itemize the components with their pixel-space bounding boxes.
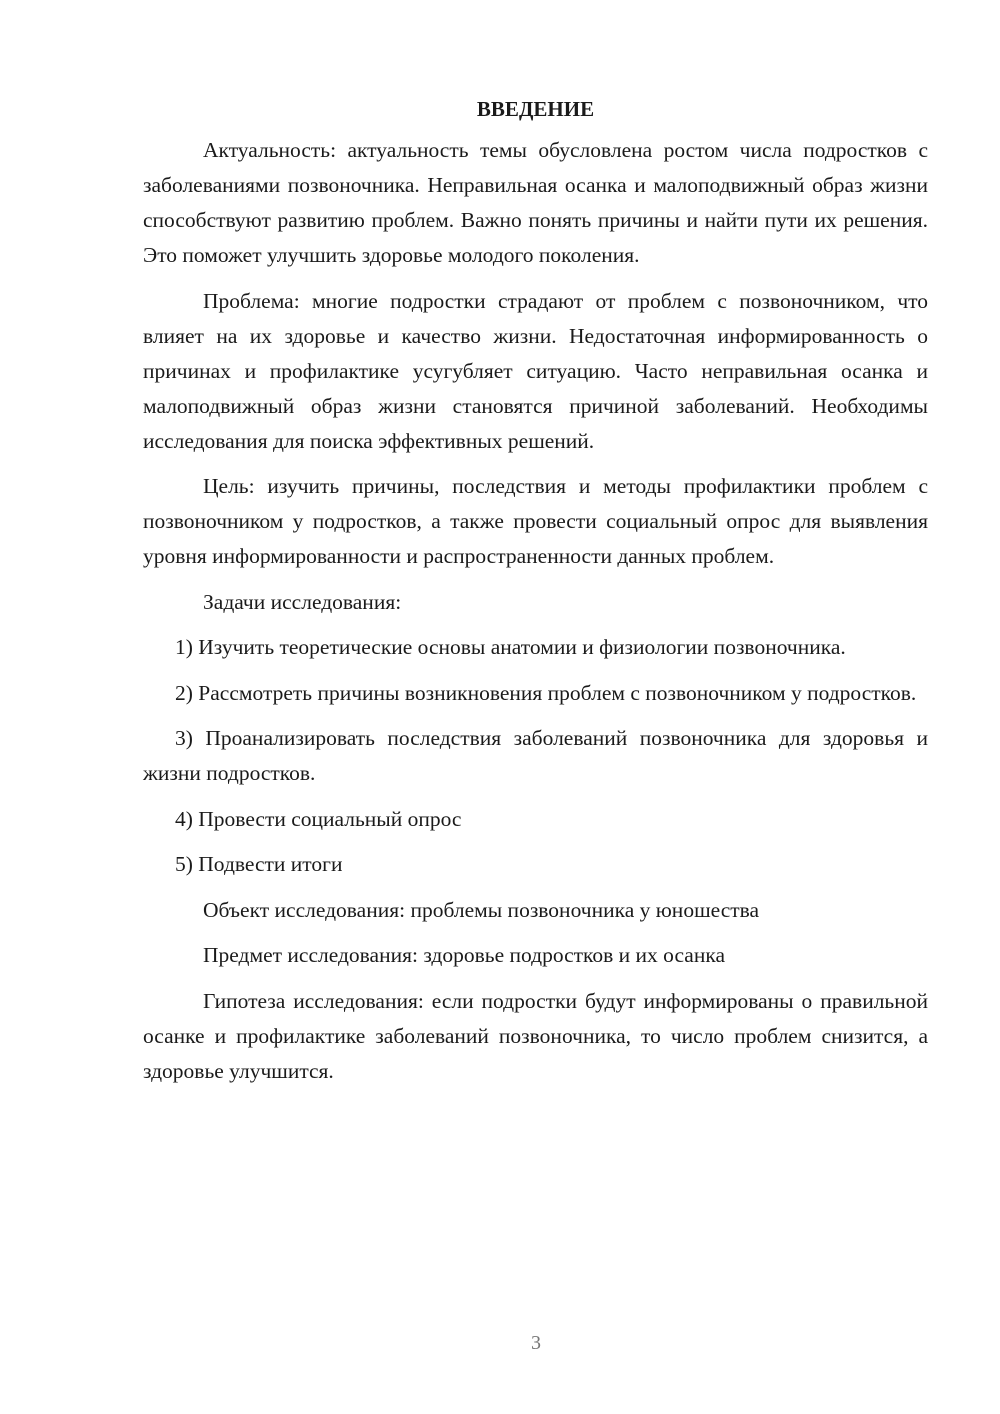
task-item: 2) Рассмотреть причины возникновения проблем с позвоночником у подростков.	[175, 680, 917, 705]
task-item: 3) Проанализировать последствия заболеваний позвоночника для здоровья и жизни подростков.	[143, 726, 928, 785]
tasks-heading: Задачи исследования:	[203, 589, 402, 614]
relevance-paragraph: Актуальность: актуальность темы обусловлена ростом числа подростков с заболеваниями позвоночника. Неправильная осанка и малоподвижный образ жизни способствуют развитию проблем. Важно понять причины и найти пути их решения. Это поможет улучшить здоровье молодого поколения.	[143, 138, 928, 267]
problem-paragraph: Проблема: многие подростки страдают от проблем с позвоночником, что влияет на их здоровье и качество жизни. Недостаточная информированность о причинах и профилактике усугубляет ситуацию. Часто неправильная осанка и малоподвижный образ жизни становятся причиной заболеваний. Необходимы исследования для поиска эффективных решений.	[143, 288, 928, 453]
section-title: ВВЕДЕНИЕ	[476, 97, 595, 121]
document-page	[143, 92, 928, 1099]
object-paragraph: Объект исследования: проблемы позвоночника у юношества	[203, 897, 760, 922]
subject-paragraph: Предмет исследования: здоровье подростков и их осанка	[203, 943, 725, 967]
task-item: 4) Провести социальный опрос	[175, 806, 462, 831]
goal-paragraph: Цель: изучить причины, последствия и методы профилактики проблем с позвоночником у подростков, а также провести социальный опрос для выявления уровня информированности и распространенности данных проблем.	[143, 474, 928, 568]
task-item: 1) Изучить теоретические основы анатомии и физиологии позвоночника.	[175, 635, 846, 659]
task-item: 5) Подвести итоги	[175, 852, 343, 876]
hypothesis-paragraph: Гипотеза исследования: если подростки будут информированы о правильной осанке и профилактике заболеваний позвоночника, то число проблем снизится, а здоровье улучшится.	[143, 988, 928, 1083]
page-number: 3	[531, 1332, 541, 1354]
